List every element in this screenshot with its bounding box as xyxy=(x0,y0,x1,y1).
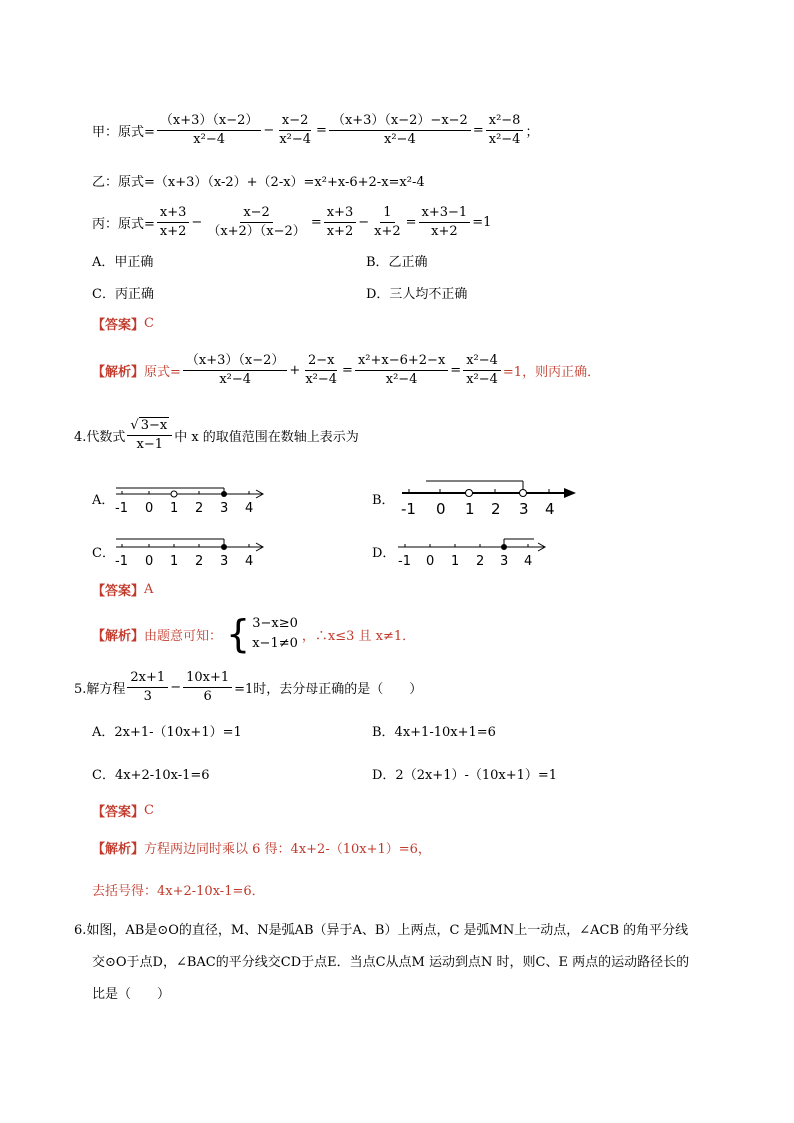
tick-label: 4 xyxy=(245,554,254,569)
sqrt-sign: √ 3−x xyxy=(130,418,168,433)
open-point-3 xyxy=(520,490,527,497)
q3-bing-line: 丙：原式= $\frac{x+3}{x+2}$ − $\frac{x-2}{(x+2)(x-2)}$ = $\frac{x+3}{x+2}$ − $\frac{1}{x+2}$ = $\frac{x+3-1}{x+2}$ =1 xyxy=(92,204,492,239)
q4-option-a-label: A． xyxy=(92,492,115,508)
q5-option-c: C．4x+2-10x-1=6 xyxy=(92,767,210,783)
closed-point-3 xyxy=(501,544,507,550)
q5-analysis: 【解析】 方程两边同时乘以 6 得：4x+2-（10x+1）=6， xyxy=(92,841,431,857)
tick-label: 2 xyxy=(476,554,485,569)
tick-label: 3 xyxy=(500,554,509,569)
analysis-fraction-3: $\frac{\text{x²+x−6+2−x}}{\text{x²−4}}$ xyxy=(355,353,448,388)
tick-label: 0 xyxy=(436,500,446,518)
analysis-fraction-1: $\frac{(x+3)(x-2)}{\text{x²−4}}$ xyxy=(183,353,288,388)
q4-option-c-label: C． xyxy=(92,545,115,561)
tick-label: 2 xyxy=(195,554,204,569)
q4-option-b-label: B． xyxy=(372,492,395,508)
number-line-b xyxy=(396,476,580,518)
inequality-system: { 3−x≥0 x−1≠0 xyxy=(226,612,298,656)
bing-fraction-2: $\frac{x-2}{(x+2)(x-2)}$ xyxy=(207,204,306,239)
tick-label: 3 xyxy=(220,554,229,569)
q5-fraction-2: $\frac{10x+1}{6}$ xyxy=(183,670,232,705)
q3-option-d: D．三人均不正确 xyxy=(366,286,468,302)
q6-stem-line-3: 比是（ ） xyxy=(92,986,171,1002)
tick-label: 0 xyxy=(426,554,435,569)
q6-stem-line-2: 交⊙O于点D，∠BAC的平分线交CD于点E．当点C从点M 运动到点N 时，则C、E 两点的运动路径长的 xyxy=(92,954,690,970)
q4-stem: 4.代数式 √ 3−x x−1 中 x 的取值范围在数轴上表示为 xyxy=(74,418,359,452)
tick-label: 2 xyxy=(491,500,501,518)
number-line-d xyxy=(394,533,554,569)
tick-label: 2 xyxy=(195,501,204,516)
q5-option-a: A．2x+1-（10x+1）=1 xyxy=(92,724,242,740)
q3-option-c: C．丙正确 xyxy=(92,286,154,302)
brace: { xyxy=(226,612,251,656)
number-line-a xyxy=(112,480,272,516)
q5-fraction-1: $\frac{2x+1}{3}$ xyxy=(127,670,168,705)
q5-option-b: B．4x+1-10x+1=6 xyxy=(372,724,496,740)
jia-fraction-1: $\frac{(x+3)(x-2)}{\text{x²−4}}$ xyxy=(157,113,262,148)
bing-fraction-3: $\frac{x+3}{x+2}$ xyxy=(324,205,357,240)
tick-label: 4 xyxy=(245,501,254,516)
tick-label: 3 xyxy=(220,501,229,516)
bing-fraction-1: $\frac{x+3}{x+2}$ xyxy=(157,205,190,240)
analysis-fraction-2: $\frac{2-x}{\text{x²−4}}$ xyxy=(305,352,338,387)
q4-answer: 【答案】 A xyxy=(92,581,154,599)
analysis-fraction-4: $\frac{\text{x²−4}}{\text{x²−4}}$ xyxy=(463,353,501,388)
tick-label: -1 xyxy=(398,554,411,569)
q3-answer: 【答案】 C xyxy=(92,315,154,333)
jia-fraction-4: $\frac{\text{x²−8}}{\text{x²−4}}$ xyxy=(486,113,524,148)
axis-arrow xyxy=(564,488,576,498)
tick-label: 1 xyxy=(465,500,475,518)
q5-stem: 5.解方程 $\frac{2x+1}{3}$ − $\frac{10x+1}{6}$ =1时，去分母正确的是（ ） xyxy=(74,669,423,704)
jia-fraction-3: $\frac{(x+3)(x-2)-x-2}{\text{x²−4}}$ xyxy=(329,113,471,148)
tick-label: 1 xyxy=(451,554,460,569)
q4-option-d-label: D． xyxy=(372,545,396,561)
q4-analysis: 【解析】 由题意可知： { 3−x≥0 x−1≠0 ，∴x≤3 且 x≠1． xyxy=(92,612,416,656)
q3-analysis: 【解析】 原式= $\frac{(x+3)(x-2)}{\text{x²−4}}$ + $\frac{2-x}{\text{x²−4}}$ = $\frac{\text{x²+x−6+2−x}}{\text{x²−4}}$ = $\frac{\text{x²−4}}{\text{x²−4}}$ =1，则丙正确． xyxy=(92,352,601,387)
q5-option-d: D．2（2x+1）-（10x+1）=1 xyxy=(372,767,558,783)
jia-label: 甲：原式= xyxy=(92,124,155,140)
tick-label: -1 xyxy=(115,554,128,569)
tick-label: 3 xyxy=(519,500,529,518)
closed-point-3 xyxy=(221,544,227,550)
tick-label: 0 xyxy=(145,501,154,516)
tick-label: 0 xyxy=(145,554,154,569)
closed-point-3 xyxy=(221,491,227,497)
bing-fraction-4: $\frac{1}{x+2}$ xyxy=(374,204,401,239)
tick-label: 1 xyxy=(170,554,179,569)
q3-option-a: A．甲正确 xyxy=(92,254,154,270)
open-point-1 xyxy=(171,491,177,497)
q6-stem-line-1: 6.如图，AB是⊙O的直径，M、N是弧AB（异于A、B）上两点，C 是弧MN上一动点，∠ACB 的角平分线 xyxy=(74,922,689,938)
q3-yi-line: 乙：原式=（x+3）（x-2）+（2-x）=x²+x-6+2-x=x²-4 xyxy=(92,174,425,190)
tick-label: 1 xyxy=(170,501,179,516)
tick-label: -1 xyxy=(115,501,128,516)
open-point-1 xyxy=(466,490,473,497)
tick-label: -1 xyxy=(401,500,416,518)
tick-label: 4 xyxy=(545,500,555,518)
q4-fraction: √ 3−x x−1 xyxy=(127,417,172,453)
q3-option-b: B．乙正确 xyxy=(366,254,428,270)
q5-analysis-2: 去括号得：4x+2-10x-1=6． xyxy=(92,883,265,899)
q5-answer: 【答案】 C xyxy=(92,802,154,820)
number-line-c xyxy=(112,533,272,569)
jia-fraction-2: $\frac{x-2}{\text{x²−4}}$ xyxy=(279,112,312,147)
bing-fraction-5: $\frac{x+3-1}{x+2}$ xyxy=(419,205,471,240)
tick-label: 4 xyxy=(524,554,533,569)
q3-jia-line: 甲：原式= $\frac{(x+3)(x-2)}{\text{x²−4}}$ − $\frac{x-2}{\text{x²−4}}$ = $\frac{(x+3)(x-2)-x-2}{\text{x²−4}}$ = $\frac{\text{x²−8}}{\text{x²−4}}$ ； xyxy=(92,112,539,147)
